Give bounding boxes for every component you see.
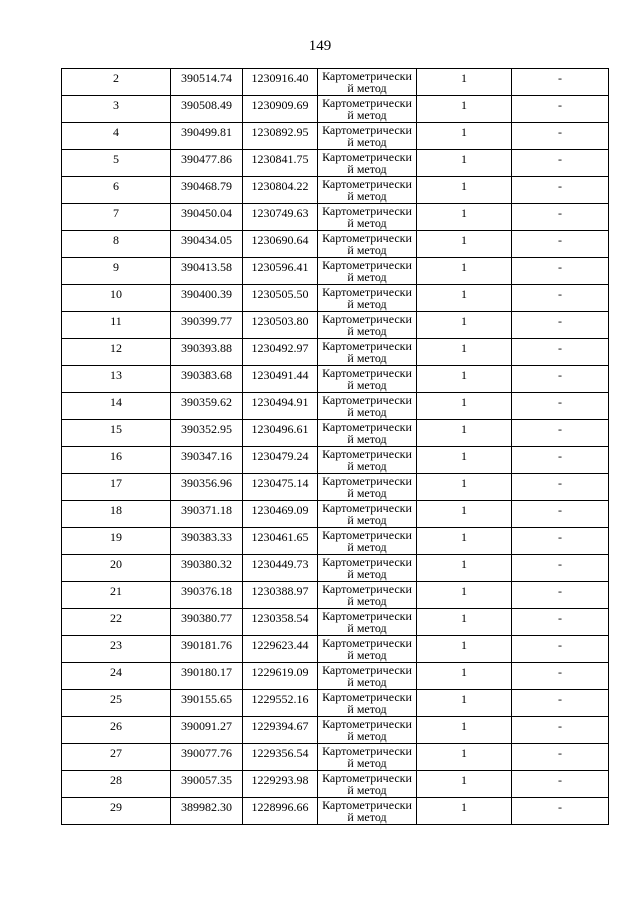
method-cell: Картометрически й метод <box>318 501 417 528</box>
table-row <box>62 582 609 609</box>
y-coordinate-cell: 1229552.16 <box>243 690 318 717</box>
x-coordinate-cell: 390413.58 <box>171 258 243 285</box>
table-row <box>62 420 609 447</box>
point-number-cell: 15 <box>62 420 171 447</box>
point-number-cell: 23 <box>62 636 171 663</box>
point-number-cell: 25 <box>62 690 171 717</box>
point-number-cell: 8 <box>62 231 171 258</box>
table-row <box>62 636 609 663</box>
method-cell: Картометрически й метод <box>318 96 417 123</box>
point-number-cell: 27 <box>62 744 171 771</box>
value-cell: 1 <box>417 420 512 447</box>
x-coordinate-cell: 390434.05 <box>171 231 243 258</box>
dash-cell: - <box>512 150 609 177</box>
value-cell: 1 <box>417 231 512 258</box>
value-cell: 1 <box>417 717 512 744</box>
point-number-cell: 20 <box>62 555 171 582</box>
method-cell: Картометрически й метод <box>318 474 417 501</box>
point-number-cell: 21 <box>62 582 171 609</box>
method-cell: Картометрически й метод <box>318 663 417 690</box>
dash-cell: - <box>512 690 609 717</box>
table-row <box>62 798 609 825</box>
dash-cell: - <box>512 528 609 555</box>
method-cell: Картометрически й метод <box>318 717 417 744</box>
point-number-cell: 9 <box>62 258 171 285</box>
table-row <box>62 204 609 231</box>
point-number-cell: 12 <box>62 339 171 366</box>
method-cell: Картометрически й метод <box>318 204 417 231</box>
value-cell: 1 <box>417 312 512 339</box>
value-cell: 1 <box>417 96 512 123</box>
table-row <box>62 771 609 798</box>
y-coordinate-cell: 1230492.97 <box>243 339 318 366</box>
x-coordinate-cell: 390347.16 <box>171 447 243 474</box>
method-cell: Картометрически й метод <box>318 798 417 825</box>
point-number-cell: 17 <box>62 474 171 501</box>
x-coordinate-cell: 390091.27 <box>171 717 243 744</box>
x-coordinate-cell: 390468.79 <box>171 177 243 204</box>
y-coordinate-cell: 1230475.14 <box>243 474 318 501</box>
dash-cell: - <box>512 231 609 258</box>
dash-cell: - <box>512 177 609 204</box>
x-coordinate-cell: 390393.88 <box>171 339 243 366</box>
dash-cell: - <box>512 555 609 582</box>
value-cell: 1 <box>417 366 512 393</box>
value-cell: 1 <box>417 285 512 312</box>
value-cell: 1 <box>417 636 512 663</box>
value-cell: 1 <box>417 663 512 690</box>
value-cell: 1 <box>417 258 512 285</box>
value-cell: 1 <box>417 771 512 798</box>
x-coordinate-cell: 390356.96 <box>171 474 243 501</box>
dash-cell: - <box>512 285 609 312</box>
method-cell: Картометрически й метод <box>318 636 417 663</box>
y-coordinate-cell: 1230916.40 <box>243 69 318 96</box>
point-number-cell: 6 <box>62 177 171 204</box>
dash-cell: - <box>512 663 609 690</box>
value-cell: 1 <box>417 744 512 771</box>
value-cell: 1 <box>417 798 512 825</box>
value-cell: 1 <box>417 177 512 204</box>
dash-cell: - <box>512 798 609 825</box>
point-number-cell: 2 <box>62 69 171 96</box>
table-row <box>62 231 609 258</box>
y-coordinate-cell: 1229623.44 <box>243 636 318 663</box>
method-cell: Картометрически й метод <box>318 285 417 312</box>
y-coordinate-cell: 1230491.44 <box>243 366 318 393</box>
method-cell: Картометрически й метод <box>318 771 417 798</box>
x-coordinate-cell: 390155.65 <box>171 690 243 717</box>
table-row <box>62 69 609 96</box>
y-coordinate-cell: 1230358.54 <box>243 609 318 636</box>
table-row <box>62 474 609 501</box>
value-cell: 1 <box>417 393 512 420</box>
value-cell: 1 <box>417 690 512 717</box>
table-row <box>62 690 609 717</box>
dash-cell: - <box>512 609 609 636</box>
coordinates-table-container <box>61 68 609 825</box>
method-cell: Картометрически й метод <box>318 582 417 609</box>
method-cell: Картометрически й метод <box>318 312 417 339</box>
y-coordinate-cell: 1230909.69 <box>243 96 318 123</box>
point-number-cell: 3 <box>62 96 171 123</box>
dash-cell: - <box>512 69 609 96</box>
table-row <box>62 123 609 150</box>
method-cell: Картометрически й метод <box>318 555 417 582</box>
x-coordinate-cell: 390181.76 <box>171 636 243 663</box>
y-coordinate-cell: 1229356.54 <box>243 744 318 771</box>
dash-cell: - <box>512 447 609 474</box>
y-coordinate-cell: 1229619.09 <box>243 663 318 690</box>
value-cell: 1 <box>417 501 512 528</box>
table-row <box>62 528 609 555</box>
dash-cell: - <box>512 96 609 123</box>
x-coordinate-cell: 390383.68 <box>171 366 243 393</box>
value-cell: 1 <box>417 555 512 582</box>
point-number-cell: 10 <box>62 285 171 312</box>
x-coordinate-cell: 390359.62 <box>171 393 243 420</box>
x-coordinate-cell: 390400.39 <box>171 285 243 312</box>
y-coordinate-cell: 1230461.65 <box>243 528 318 555</box>
y-coordinate-cell: 1230596.41 <box>243 258 318 285</box>
y-coordinate-cell: 1229394.67 <box>243 717 318 744</box>
point-number-cell: 5 <box>62 150 171 177</box>
x-coordinate-cell: 390477.86 <box>171 150 243 177</box>
dash-cell: - <box>512 582 609 609</box>
table-row <box>62 393 609 420</box>
y-coordinate-cell: 1230749.63 <box>243 204 318 231</box>
dash-cell: - <box>512 312 609 339</box>
table-row <box>62 312 609 339</box>
method-cell: Картометрически й метод <box>318 393 417 420</box>
value-cell: 1 <box>417 474 512 501</box>
point-number-cell: 13 <box>62 366 171 393</box>
point-number-cell: 24 <box>62 663 171 690</box>
x-coordinate-cell: 390180.17 <box>171 663 243 690</box>
point-number-cell: 14 <box>62 393 171 420</box>
dash-cell: - <box>512 501 609 528</box>
x-coordinate-cell: 390380.77 <box>171 609 243 636</box>
dash-cell: - <box>512 258 609 285</box>
table-row <box>62 744 609 771</box>
y-coordinate-cell: 1230505.50 <box>243 285 318 312</box>
y-coordinate-cell: 1228996.66 <box>243 798 318 825</box>
table-row <box>62 177 609 204</box>
method-cell: Картометрически й метод <box>318 447 417 474</box>
point-number-cell: 4 <box>62 123 171 150</box>
method-cell: Картометрически й метод <box>318 420 417 447</box>
method-cell: Картометрически й метод <box>318 150 417 177</box>
y-coordinate-cell: 1230449.73 <box>243 555 318 582</box>
y-coordinate-cell: 1230496.61 <box>243 420 318 447</box>
method-cell: Картометрически й метод <box>318 528 417 555</box>
method-cell: Картометрически й метод <box>318 123 417 150</box>
point-number-cell: 19 <box>62 528 171 555</box>
dash-cell: - <box>512 717 609 744</box>
value-cell: 1 <box>417 447 512 474</box>
coordinates-table <box>61 68 609 825</box>
method-cell: Картометрически й метод <box>318 609 417 636</box>
y-coordinate-cell: 1230494.91 <box>243 393 318 420</box>
x-coordinate-cell: 390499.81 <box>171 123 243 150</box>
table-row <box>62 339 609 366</box>
y-coordinate-cell: 1230804.22 <box>243 177 318 204</box>
x-coordinate-cell: 390508.49 <box>171 96 243 123</box>
table-row <box>62 609 609 636</box>
y-coordinate-cell: 1230503.80 <box>243 312 318 339</box>
method-cell: Картометрически й метод <box>318 744 417 771</box>
value-cell: 1 <box>417 339 512 366</box>
y-coordinate-cell: 1230479.24 <box>243 447 318 474</box>
x-coordinate-cell: 390371.18 <box>171 501 243 528</box>
x-coordinate-cell: 390077.76 <box>171 744 243 771</box>
dash-cell: - <box>512 420 609 447</box>
point-number-cell: 29 <box>62 798 171 825</box>
y-coordinate-cell: 1229293.98 <box>243 771 318 798</box>
dash-cell: - <box>512 366 609 393</box>
method-cell: Картометрически й метод <box>318 339 417 366</box>
method-cell: Картометрически й метод <box>318 231 417 258</box>
table-row <box>62 285 609 312</box>
page-number: 149 <box>308 38 332 54</box>
dash-cell: - <box>512 339 609 366</box>
dash-cell: - <box>512 744 609 771</box>
value-cell: 1 <box>417 69 512 96</box>
dash-cell: - <box>512 771 609 798</box>
y-coordinate-cell: 1230388.97 <box>243 582 318 609</box>
y-coordinate-cell: 1230469.09 <box>243 501 318 528</box>
point-number-cell: 7 <box>62 204 171 231</box>
value-cell: 1 <box>417 528 512 555</box>
method-cell: Картометрически й метод <box>318 258 417 285</box>
table-row <box>62 258 609 285</box>
dash-cell: - <box>512 123 609 150</box>
dash-cell: - <box>512 204 609 231</box>
table-row <box>62 663 609 690</box>
table-row <box>62 717 609 744</box>
value-cell: 1 <box>417 204 512 231</box>
value-cell: 1 <box>417 150 512 177</box>
value-cell: 1 <box>417 582 512 609</box>
dash-cell: - <box>512 636 609 663</box>
x-coordinate-cell: 390376.18 <box>171 582 243 609</box>
point-number-cell: 11 <box>62 312 171 339</box>
method-cell: Картометрически й метод <box>318 690 417 717</box>
x-coordinate-cell: 390380.32 <box>171 555 243 582</box>
x-coordinate-cell: 390057.35 <box>171 771 243 798</box>
y-coordinate-cell: 1230690.64 <box>243 231 318 258</box>
x-coordinate-cell: 390399.77 <box>171 312 243 339</box>
point-number-cell: 28 <box>62 771 171 798</box>
table-row <box>62 150 609 177</box>
table-row <box>62 366 609 393</box>
x-coordinate-cell: 390352.95 <box>171 420 243 447</box>
value-cell: 1 <box>417 609 512 636</box>
x-coordinate-cell: 389982.30 <box>171 798 243 825</box>
table-row <box>62 96 609 123</box>
x-coordinate-cell: 390450.04 <box>171 204 243 231</box>
table-row <box>62 447 609 474</box>
point-number-cell: 26 <box>62 717 171 744</box>
method-cell: Картометрически й метод <box>318 177 417 204</box>
method-cell: Картометрически й метод <box>318 366 417 393</box>
point-number-cell: 22 <box>62 609 171 636</box>
table-body <box>62 69 609 825</box>
value-cell: 1 <box>417 123 512 150</box>
point-number-cell: 18 <box>62 501 171 528</box>
table-row <box>62 555 609 582</box>
x-coordinate-cell: 390383.33 <box>171 528 243 555</box>
dash-cell: - <box>512 393 609 420</box>
method-cell: Картометрически й метод <box>318 69 417 96</box>
x-coordinate-cell: 390514.74 <box>171 69 243 96</box>
y-coordinate-cell: 1230841.75 <box>243 150 318 177</box>
dash-cell: - <box>512 474 609 501</box>
y-coordinate-cell: 1230892.95 <box>243 123 318 150</box>
point-number-cell: 16 <box>62 447 171 474</box>
table-row <box>62 501 609 528</box>
